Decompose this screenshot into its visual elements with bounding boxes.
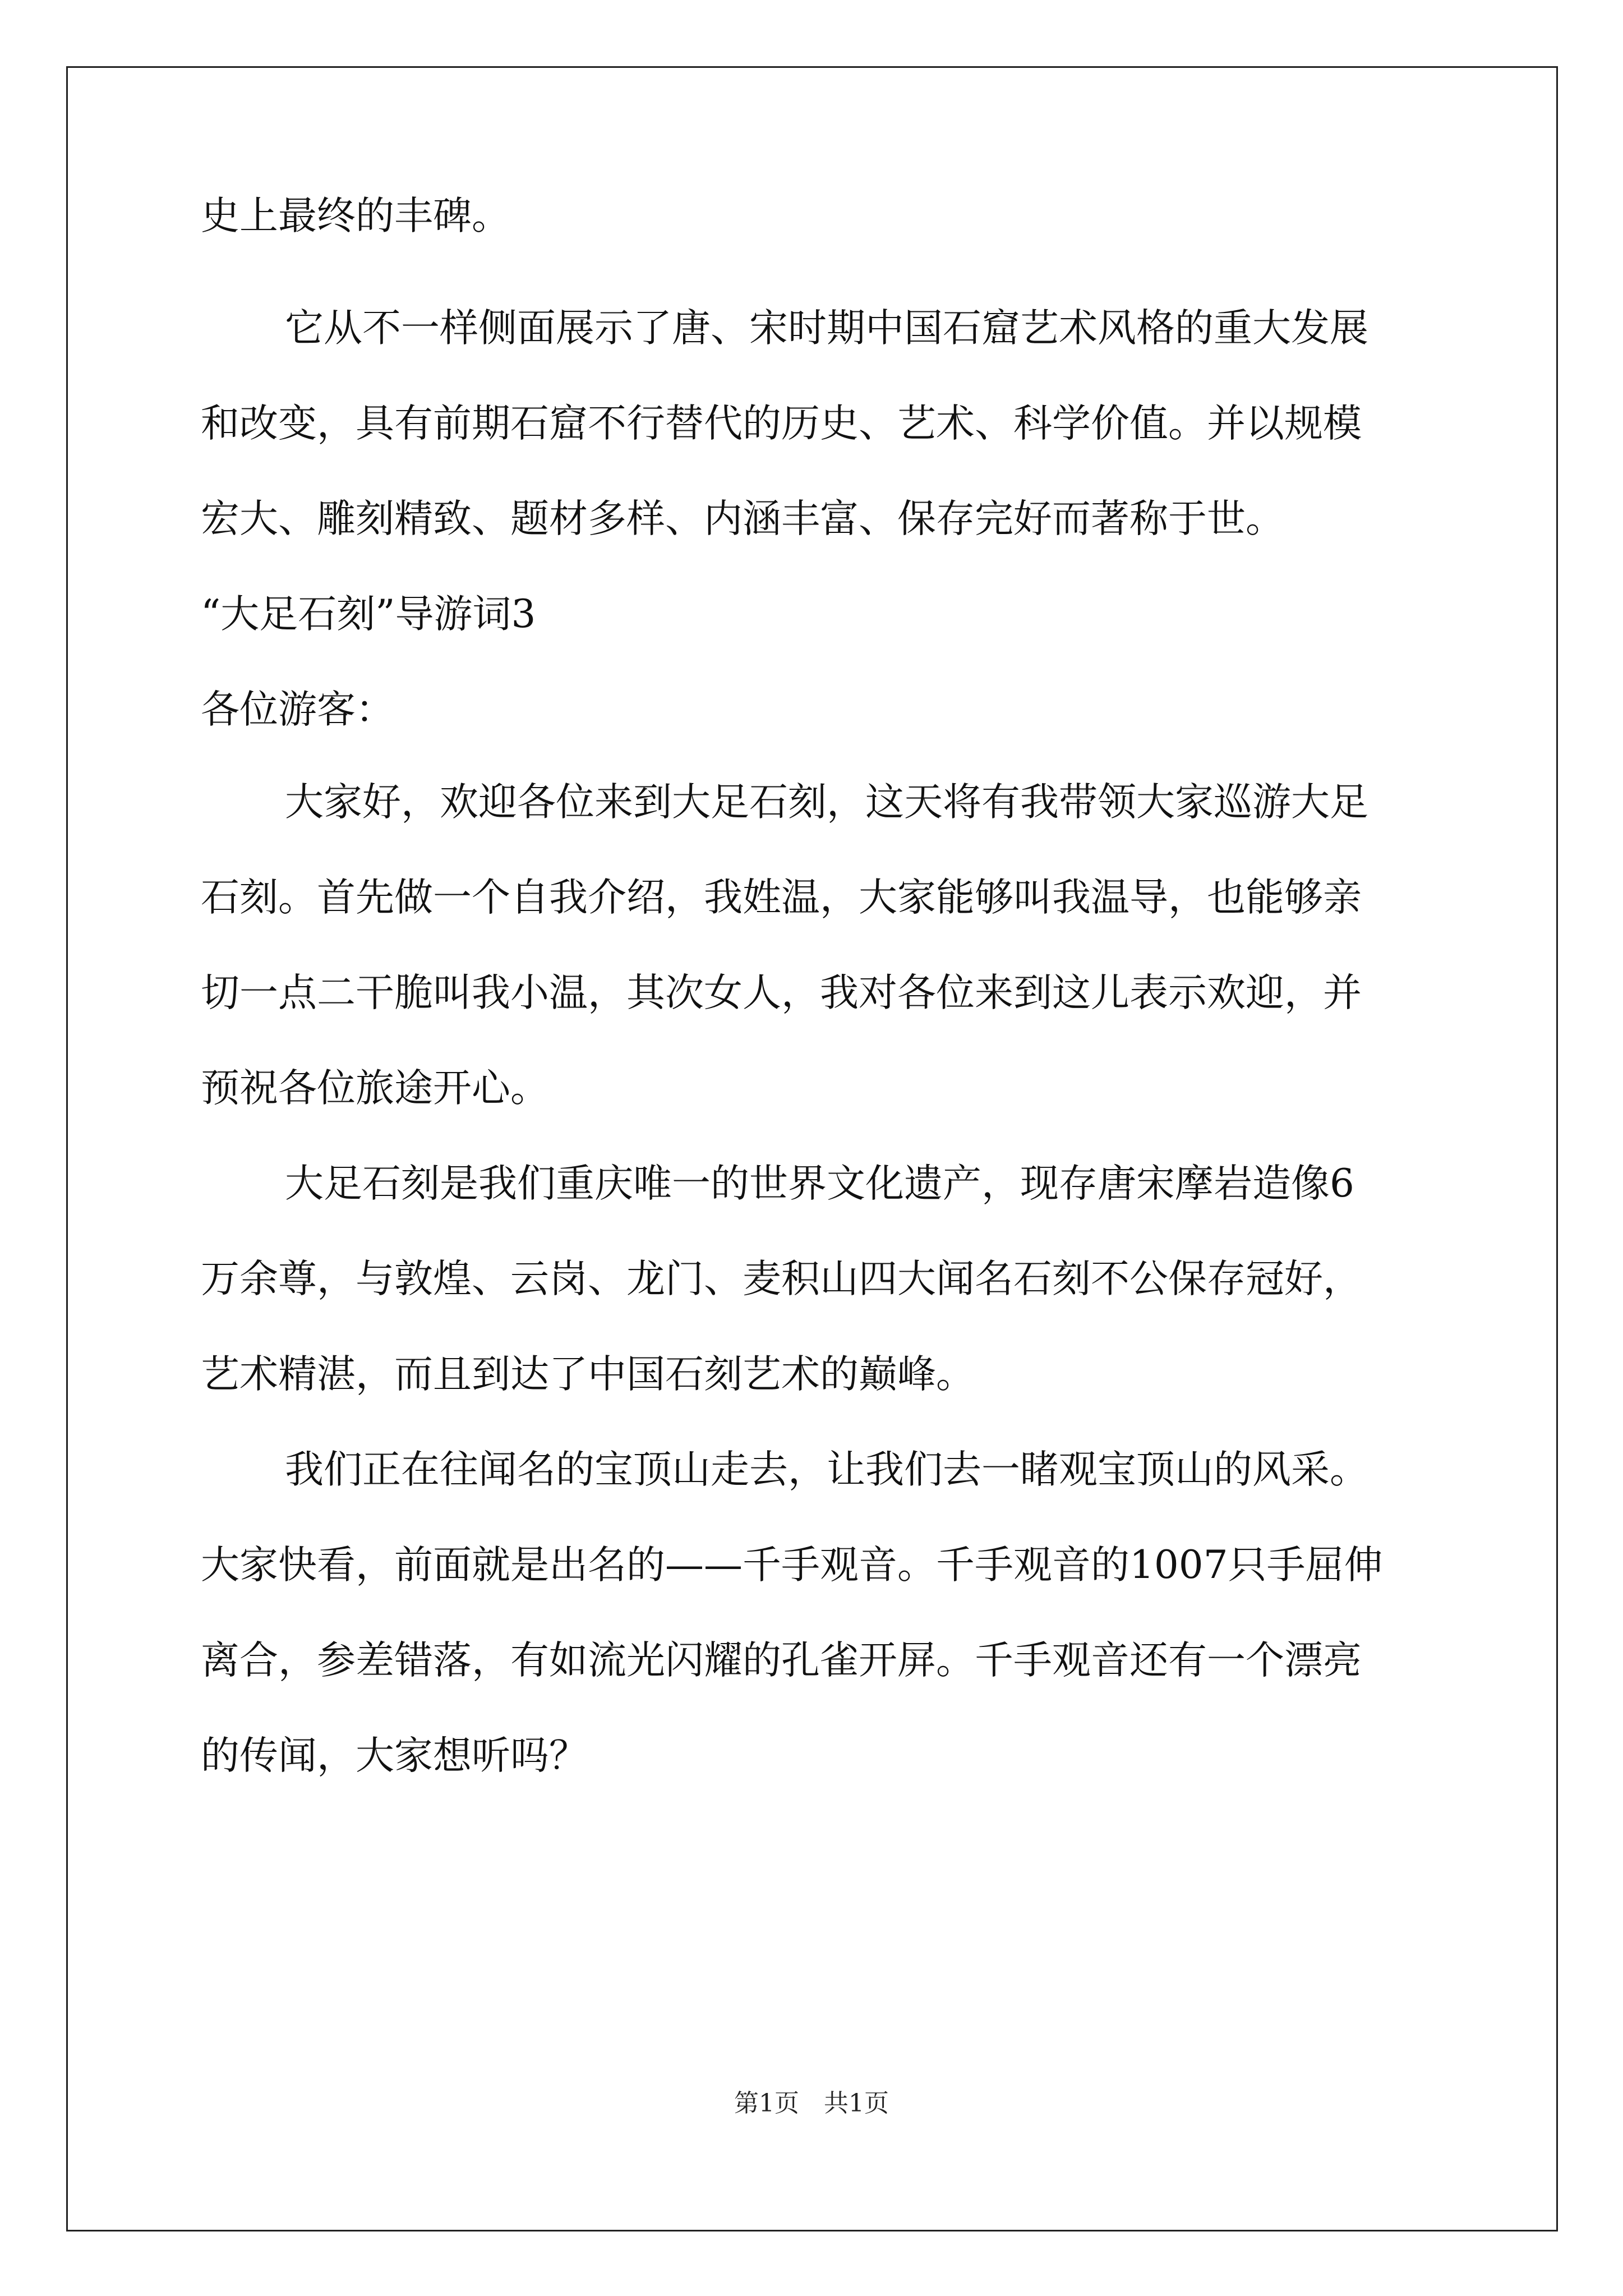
paragraph-line: 离合，参差错落，有如流光闪耀的孔雀开屏。千手观音还有一个漂亮 [201, 1638, 1362, 1683]
paragraph-line: 艺术精湛，而且到达了中国石刻艺术的巅峰。 [201, 1352, 975, 1397]
paragraph-line: 我们正在往闻名的宝顶山走去，让我们去一睹观宝顶山的风采。 [285, 1447, 1368, 1492]
salutation: 各位游客： [201, 687, 394, 732]
paragraph-line: 切一点二干脆叫我小温，其次女人，我对各位来到这儿表示欢迎，并 [201, 970, 1362, 1015]
paragraph-line: 万余尊，与敦煌、云岗、龙门、麦积山四大闻名石刻不公保存冠好， [201, 1257, 1362, 1301]
paragraph-line: 大家快看，前面就是出名的——千手观音。千手观音的1007只手屈伸 [201, 1543, 1383, 1588]
paragraph-line: 宏大、雕刻精致、题材多样、内涵丰富、保存完好而著称于世。 [201, 496, 1284, 541]
page-border [66, 66, 1558, 2231]
paragraph-line: 的传闻，大家想听吗？ [201, 1733, 588, 1778]
paragraph-line: 大足石刻是我们重庆唯一的世界文化遗产，现存唐宋摩岩造像6 [285, 1161, 1354, 1206]
text-line: 史上最终的丰碑。 [201, 194, 510, 238]
paragraph-line: 和改变，具有前期石窟不行替代的历史、艺术、科学价值。并以规模 [201, 401, 1362, 446]
paragraph-line: 它从不一样侧面展示了唐、宋时期中国石窟艺术风格的重大发展 [285, 306, 1368, 351]
page-footer: 第1页 共1页 [734, 2089, 889, 2118]
paragraph-line: 大家好，欢迎各位来到大足石刻，这天将有我带领大家巡游大足 [285, 780, 1368, 825]
section-heading: “大足石刻”导游词3 [201, 592, 536, 637]
paragraph-line: 预祝各位旅途开心。 [201, 1066, 549, 1111]
paragraph-line: 石刻。首先做一个自我介绍，我姓温，大家能够叫我温导，也能够亲 [201, 875, 1362, 920]
